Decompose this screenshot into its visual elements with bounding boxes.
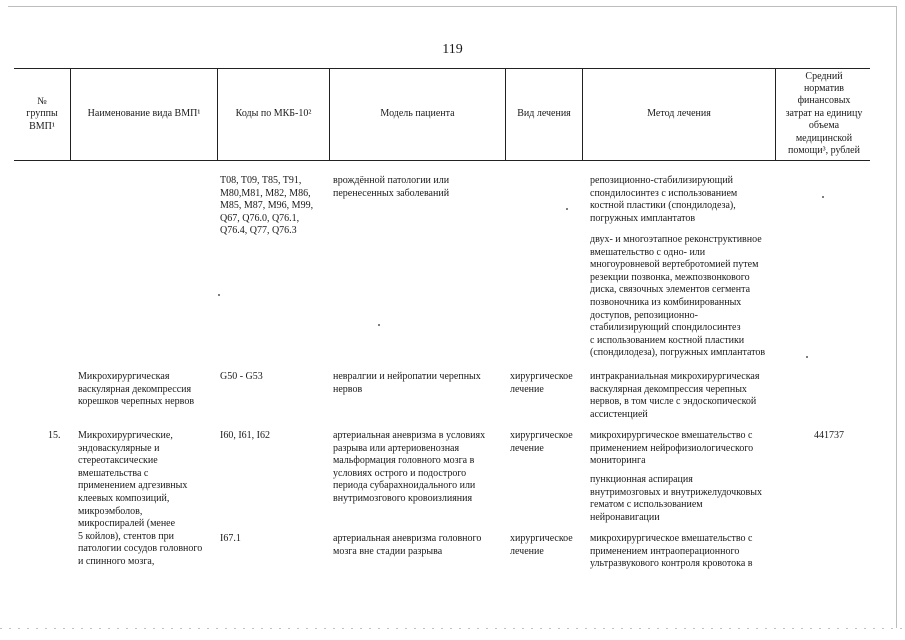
- row4-treatment-type: хирургическое лечение: [510, 533, 573, 557]
- row4-method-1: микрохирургическое вмешательство с применением интраоперационного ультразвукового контроля кровотока в: [590, 533, 753, 570]
- row3-treatment-type: хирургическое лечение: [510, 430, 573, 454]
- row3-vmp-name: Микрохирургические, эндоваскулярные и стереотаксические вмешательства с применением адгезивных клеевых композиций, микроэмболов, микроспиралей (менее 5 койлов), стентов при патологии сосудов головного и спинного мозга,: [78, 430, 203, 567]
- row2-icd-codes: G50 - G53: [220, 371, 263, 382]
- header-group-no: № группы ВМП¹: [26, 95, 58, 132]
- row3-avg-cost: 441737: [814, 430, 844, 441]
- scan-speck: [378, 324, 380, 326]
- row3-method-2: пункционная аспирация внутримозговых и внутрижелудочковых гематом с использованием нейронавигации: [590, 474, 762, 523]
- header-treatment-method: Метод лечения: [647, 108, 711, 120]
- scan-speck: [822, 196, 824, 198]
- row3-icd-codes: I60, I61, I62: [220, 430, 270, 441]
- header-patient-model: Модель пациента: [380, 108, 455, 120]
- row2-method-1: интракраниальная микрохирургическая васкулярная декомпрессия черепных нервов, в том числе с эндоскопической ассистенцией: [590, 371, 760, 420]
- row2-treatment-type: хирургическое лечение: [510, 371, 573, 395]
- header-icd-codes: Коды по МКБ-10²: [235, 108, 312, 120]
- scan-border-right: [896, 6, 897, 628]
- header-vmp-name: Наименование вида ВМП¹: [87, 108, 201, 120]
- scan-border-top: [8, 6, 897, 7]
- scan-speck: [218, 294, 220, 296]
- row2-patient-model: невралгии и нейропатии черепных нервов: [333, 371, 481, 395]
- row1-method-1: репозиционно-стабилизирующий спондилосинтез с использованием костной пластики (спондилодеза), погружных имплантатов: [590, 175, 738, 224]
- row1-patient-model: врождённой патологии или перенесенных заболеваний: [333, 175, 450, 199]
- scan-speck: [566, 208, 568, 210]
- row3-patient-model: артериальная аневризма в условиях разрыва или артериовенозная мальформация головного мозга в условиях острого и подострого периода субарахноидального или внутримозгового кровоизлияния: [333, 430, 486, 504]
- header-top-border: [14, 68, 870, 69]
- header-bottom-border: [14, 160, 870, 161]
- row4-patient-model: артериальная аневризма головного мозга вне стадии разрыва: [333, 533, 482, 557]
- row3-method-1: микрохирургическое вмешательство с применением нейрофизиологического мониторинга: [590, 430, 754, 467]
- row3-group-no: 15.: [48, 430, 61, 441]
- scan-artifact-line: [0, 628, 905, 629]
- page-number: 119: [442, 42, 463, 57]
- header-treatment-type: Вид лечения: [517, 108, 571, 120]
- row2-vmp-name: Микрохирургическая васкулярная декомпрессия корешков черепных нервов: [78, 371, 195, 408]
- row4-icd-codes: I67.1: [220, 533, 241, 544]
- row1-method-2: двух- и многоэтапное реконструктивное вмешательство с одно- или многоуровневой вертебротомией путем резекции позвонка, межпозвонкового диска, связочных элементов сегмента позвоночника из комбинированных доступов, репозиционно- стабилизирующий спондилосинтез с использованием костной пластики (спондилодеза), погружных имплантатов: [590, 234, 766, 359]
- header-avg-cost: Средний норматив финансовых затрат на единицу объема медицинской помощи³, рублей: [785, 70, 863, 157]
- scan-speck: [806, 356, 808, 358]
- row1-icd-codes: T08, T09, T85, T91, M80,M81, M82, M86, M85, M87, M96, M99, Q67, Q76.0, Q76.1, Q76.4, Q77, Q76.3: [220, 175, 314, 237]
